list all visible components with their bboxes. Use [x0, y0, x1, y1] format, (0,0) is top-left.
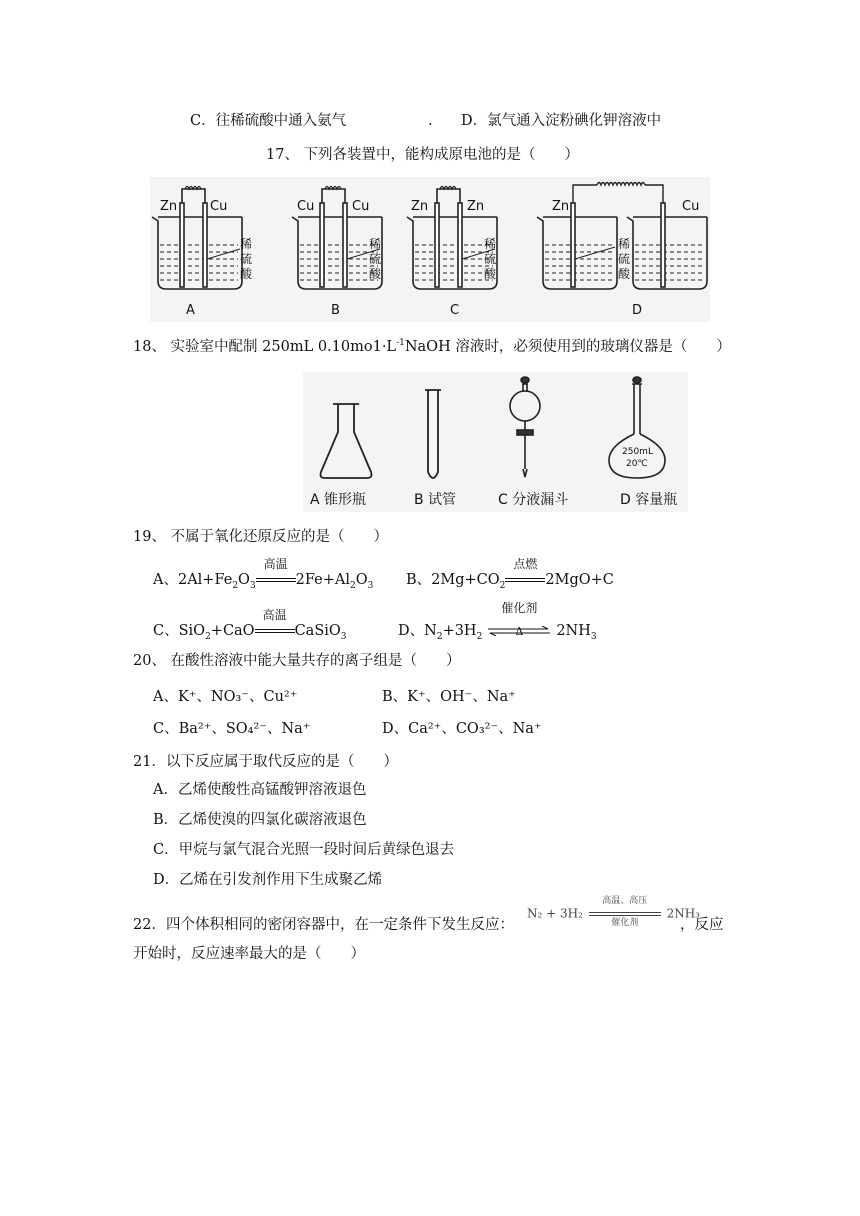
beaker-d-left [537, 203, 617, 289]
cell-d-right-label: Cu [682, 199, 700, 214]
q20-option-d: D、Ca²⁺、CO₃²⁻、Na⁺ [382, 721, 542, 737]
q16-stray-dot: . [428, 113, 433, 129]
q16-option-d: D．氯气通入淀粉碘化钾溶液中 [461, 113, 662, 129]
cell-c-right-label: Zn [467, 199, 485, 214]
q22-stem-post: ，反应 [680, 917, 724, 933]
erlenmeyer-flask-icon [321, 404, 372, 478]
cell-c-acid-label: 稀硫酸 [484, 237, 497, 281]
volumetric-flask-text-1: 250mL [622, 447, 653, 457]
q21-stem: 21．以下反应属于取代反应的是（ ） [133, 754, 398, 770]
cell-b-letter: B [331, 303, 340, 318]
q19-option-d: D、$N_2+3H_2$ 催化剂 Δ $2NH_3$ [398, 601, 597, 642]
cell-c-left-label: Zn [411, 199, 429, 214]
q21-option-b: B．乙烯使溴的四氯化碳溶液退色 [153, 812, 367, 828]
cell-b-left-label: Cu [297, 199, 315, 214]
cell-a-right-label: Cu [210, 199, 228, 214]
q21-option-d: D．乙烯在引发剂作用下生成聚乙烯 [153, 872, 383, 888]
q19-stem: 19、 不属于氧化还原反应的是（ ） [133, 529, 389, 545]
q16-option-c: C．往稀硫酸中通入氨气 [190, 113, 347, 129]
q19-option-a: A、$2Al+Fe_2O_3$ 高温 $2Fe+Al_2O_3$ [153, 557, 374, 591]
cell-b-right-label: Cu [352, 199, 370, 214]
cell-b-acid-label: 稀硫酸 [369, 237, 382, 281]
q21-option-c: C．甲烷与氯气混合光照一段时间后黄绿色退去 [153, 842, 455, 858]
cell-d-letter: D [632, 303, 643, 318]
q20-option-c: C、Ba²⁺、SO₄²⁻、Na⁺ [153, 721, 311, 737]
beaker-d-right [627, 203, 707, 289]
beaker-d-wire [573, 183, 663, 204]
q19-option-b: B、$2Mg+CO_2$ 点燃 2MgO+C [406, 557, 614, 591]
q18-item-c-label: C 分液漏斗 [498, 492, 569, 508]
q22-stem-line1: 22．四个体积相同的密闭容器中，在一定条件下发生反应： [133, 917, 514, 933]
cell-c-letter: C [450, 303, 460, 318]
q20-stem: 20、 在酸性溶液中能大量共存的离子组是（ ） [133, 653, 461, 669]
q17-stem: 17、 下列各装置中，能构成原电池的是（ ） [266, 147, 580, 163]
separatory-funnel-icon [510, 377, 540, 477]
q19-option-c: C、SiO$_2$+CaO 高温 CaSiO$_3$ [153, 608, 347, 642]
q22-equation-image: N₂ + 3H₂ 高温、高压 催化剂 2NH₃ [527, 896, 700, 928]
cell-d-acid-label: 稀硫酸 [618, 237, 631, 281]
test-tube-icon [425, 390, 441, 478]
q18-item-b-label: B 试管 [414, 492, 457, 508]
q21-option-a: A．乙烯使酸性高锰酸钾溶液退色 [153, 782, 367, 798]
q18-figure [303, 372, 688, 512]
cell-a-left-label: Zn [160, 199, 178, 214]
q18-item-d-label: D 容量瓶 [620, 492, 678, 508]
cell-a-letter: A [186, 303, 195, 318]
volumetric-flask-text-2: 20℃ [626, 459, 648, 469]
q18-item-a-label: A 锥形瓶 [310, 492, 367, 508]
q20-option-a: A、K⁺、NO₃⁻、Cu²⁺ [153, 689, 298, 705]
q20-option-b: B、K⁺、OH⁻、Na⁺ [382, 689, 516, 705]
cell-d-left-label: Zn [552, 199, 570, 214]
q22-stem-line2: 开始时，反应速率最大的是（ ） [133, 946, 365, 962]
q18-stem: 18、 实验室中配制 250mL $0.10mo1\cdot L^{-1}NaOH$ 溶液时，必须使用到的玻璃仪器是（ ） [133, 338, 731, 355]
cell-a-acid-label: 稀硫酸 [240, 237, 253, 281]
